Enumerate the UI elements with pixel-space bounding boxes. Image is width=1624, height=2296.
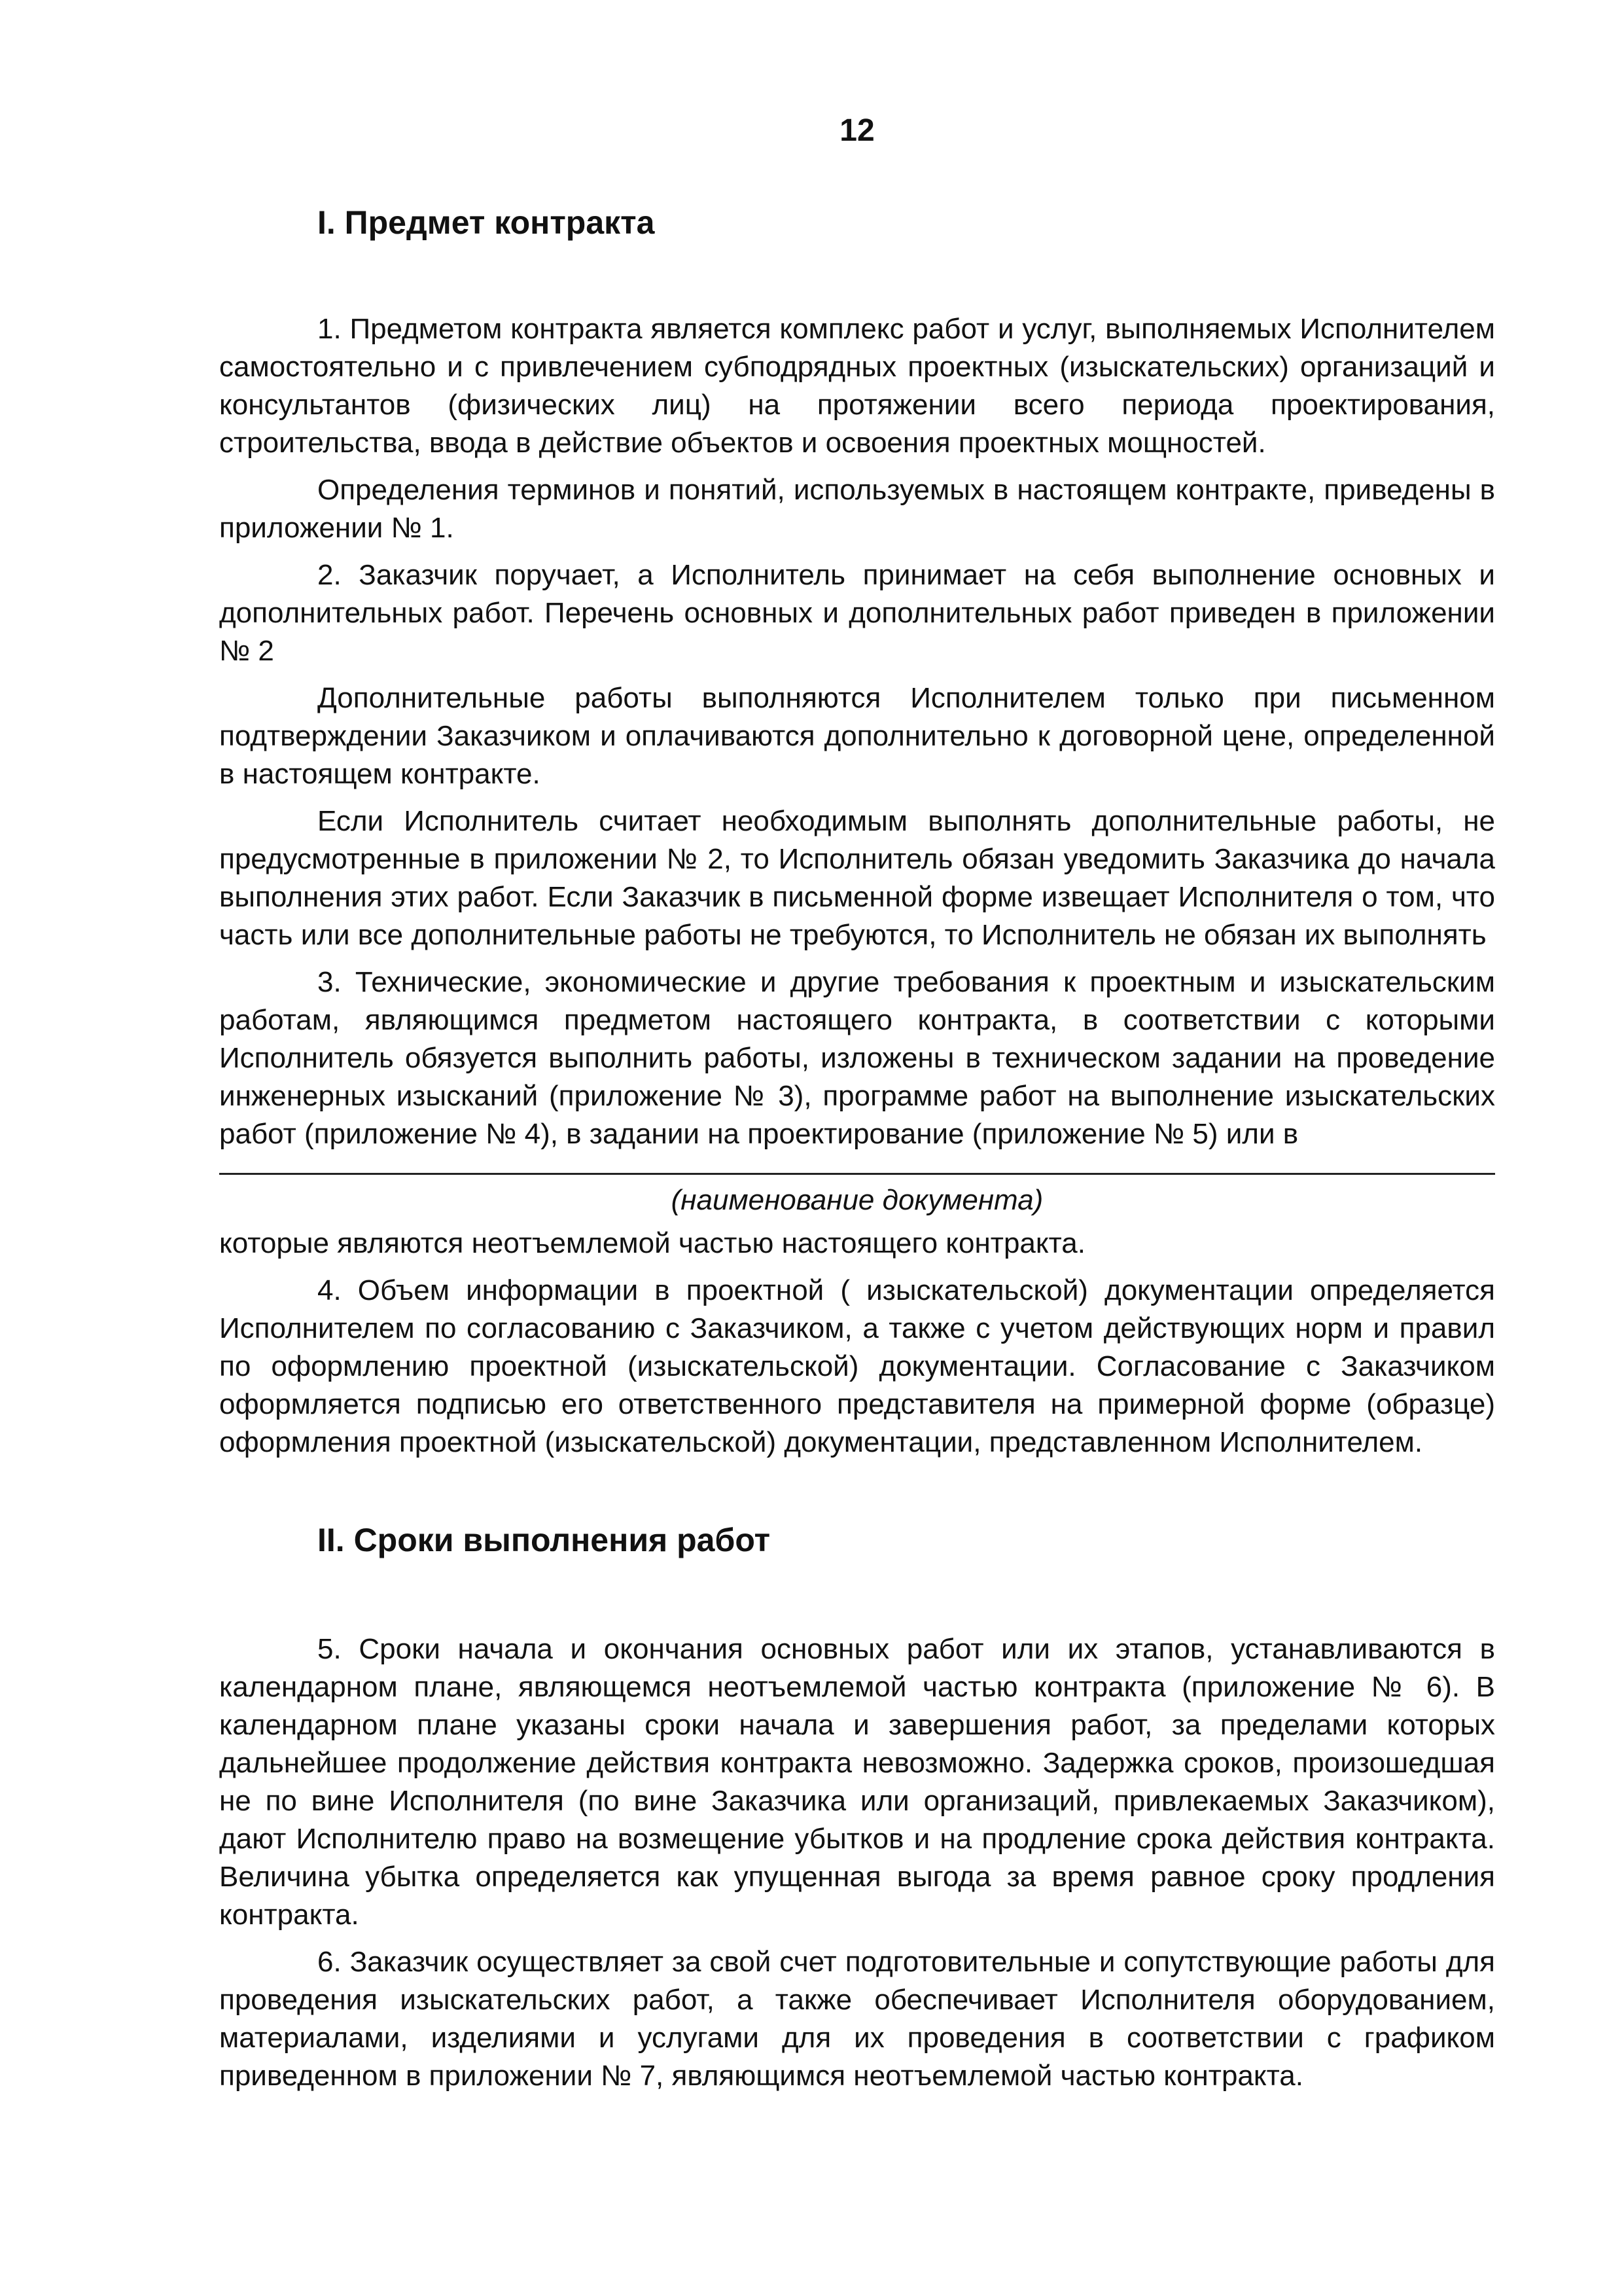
- document-name-caption: (наименование документа): [671, 1184, 1044, 1216]
- page-number: 12: [839, 113, 875, 148]
- paragraph-3: 3. Технические, экономические и другие требования к проектным и изыскательским работам, являющимся предметом настоящего контракта, в соответствии с которыми Исполнитель обязуется выполнить работы, изложены в техническом задании на проведение инженерных изысканий (приложение № 3), программе работ на выполнение изыскательских работ (приложение № 4), в задании на проектирование (приложение № 5) или в: [219, 966, 1495, 1150]
- paragraph-unforeseen-works: Если Исполнитель считает необходимым выполнять дополнительные работы, не предусмотренные в приложении № 2, то Исполнитель обязан уведомить Заказчика до начала выполнения этих работ. Если Заказчик в письменной форме извещает Исполнителя о том, что часть или все дополнительные работы не требуются, то Исполнитель не обязан их выполнять: [219, 805, 1495, 951]
- paragraph-1: 1. Предметом контракта является комплекс работ и услуг, выполняемых Исполнителем самостоятельно и с привлечением субподрядных проектных (изыскательских) организаций и консультантов (физических лиц) на протяжении всего периода проектирования, строительства, ввода в действие объектов и освоения проектных мощностей.: [219, 313, 1495, 459]
- paragraph-5: 5. Сроки начала и окончания основных работ или их этапов, устанавливаются в календарном плане, являющемся неотъемлемой частью контракта (приложение № 6). В календарном плане указаны сроки начала и завершения работ, за пределами которых дальнейшее продолжение действия контракта невозможно. Задержка сроков, произошедшая не по вине Исполнителя (по вине Заказчика или организаций, привлекаемых Заказчиком), дают Исполнителю право на возмещение убытков и на продление срока действия контракта. Величина убытка определяется как упущенная выгода за время равное сроку продления контракта.: [219, 1633, 1495, 1931]
- paragraph-6: 6. Заказчик осуществляет за свой счет подготовительные и сопутствующие работы для проведения изыскательских работ, а также обеспечивает Исполнителя оборудованием, материалами, изделиями и услугами для их проведения в соответствии с графиком приведенном в приложении № 7, являющимся неотъемлемой частью контракта.: [219, 1946, 1495, 2092]
- section-title-deadlines: II. Сроки выполнения работ: [317, 1522, 771, 1558]
- document-body: [219, 203, 1495, 2104]
- paragraph-additional-works: Дополнительные работы выполняются Исполнителем только при письменном подтверждении Заказчиком и оплачиваются дополнительно к договорной цене, определенной в настоящем контракте.: [219, 682, 1495, 790]
- paragraph-2: 2. Заказчик поручает, а Исполнитель принимает на себя выполнение основных и дополнительных работ. Перечень основных и дополнительных работ приведен в приложении № 2: [219, 559, 1495, 667]
- paragraph-4: 4. Объем информации в проектной ( изыскательской) документации определяется Исполнителем по согласованию с Заказчиком, а также с учетом действующих норм и правил по оформлению проектной (изыскательской) документации. Согласование с Заказчиком оформляется подписью его ответственного представителя на примерной форме (образце) оформления проектной (изыскательской) документации, представленном Исполнителем.: [219, 1274, 1495, 1458]
- section-title-subject: I. Предмет контракта: [317, 204, 655, 241]
- document-name-blank-line: [219, 1173, 1495, 1175]
- paragraph-definitions: Определения терминов и понятий, используемых в настоящем контракте, приведены в приложении № 1.: [219, 474, 1495, 544]
- paragraph-3-continuation: которые являются неотъемлемой частью настоящего контракта.: [219, 1227, 1086, 1259]
